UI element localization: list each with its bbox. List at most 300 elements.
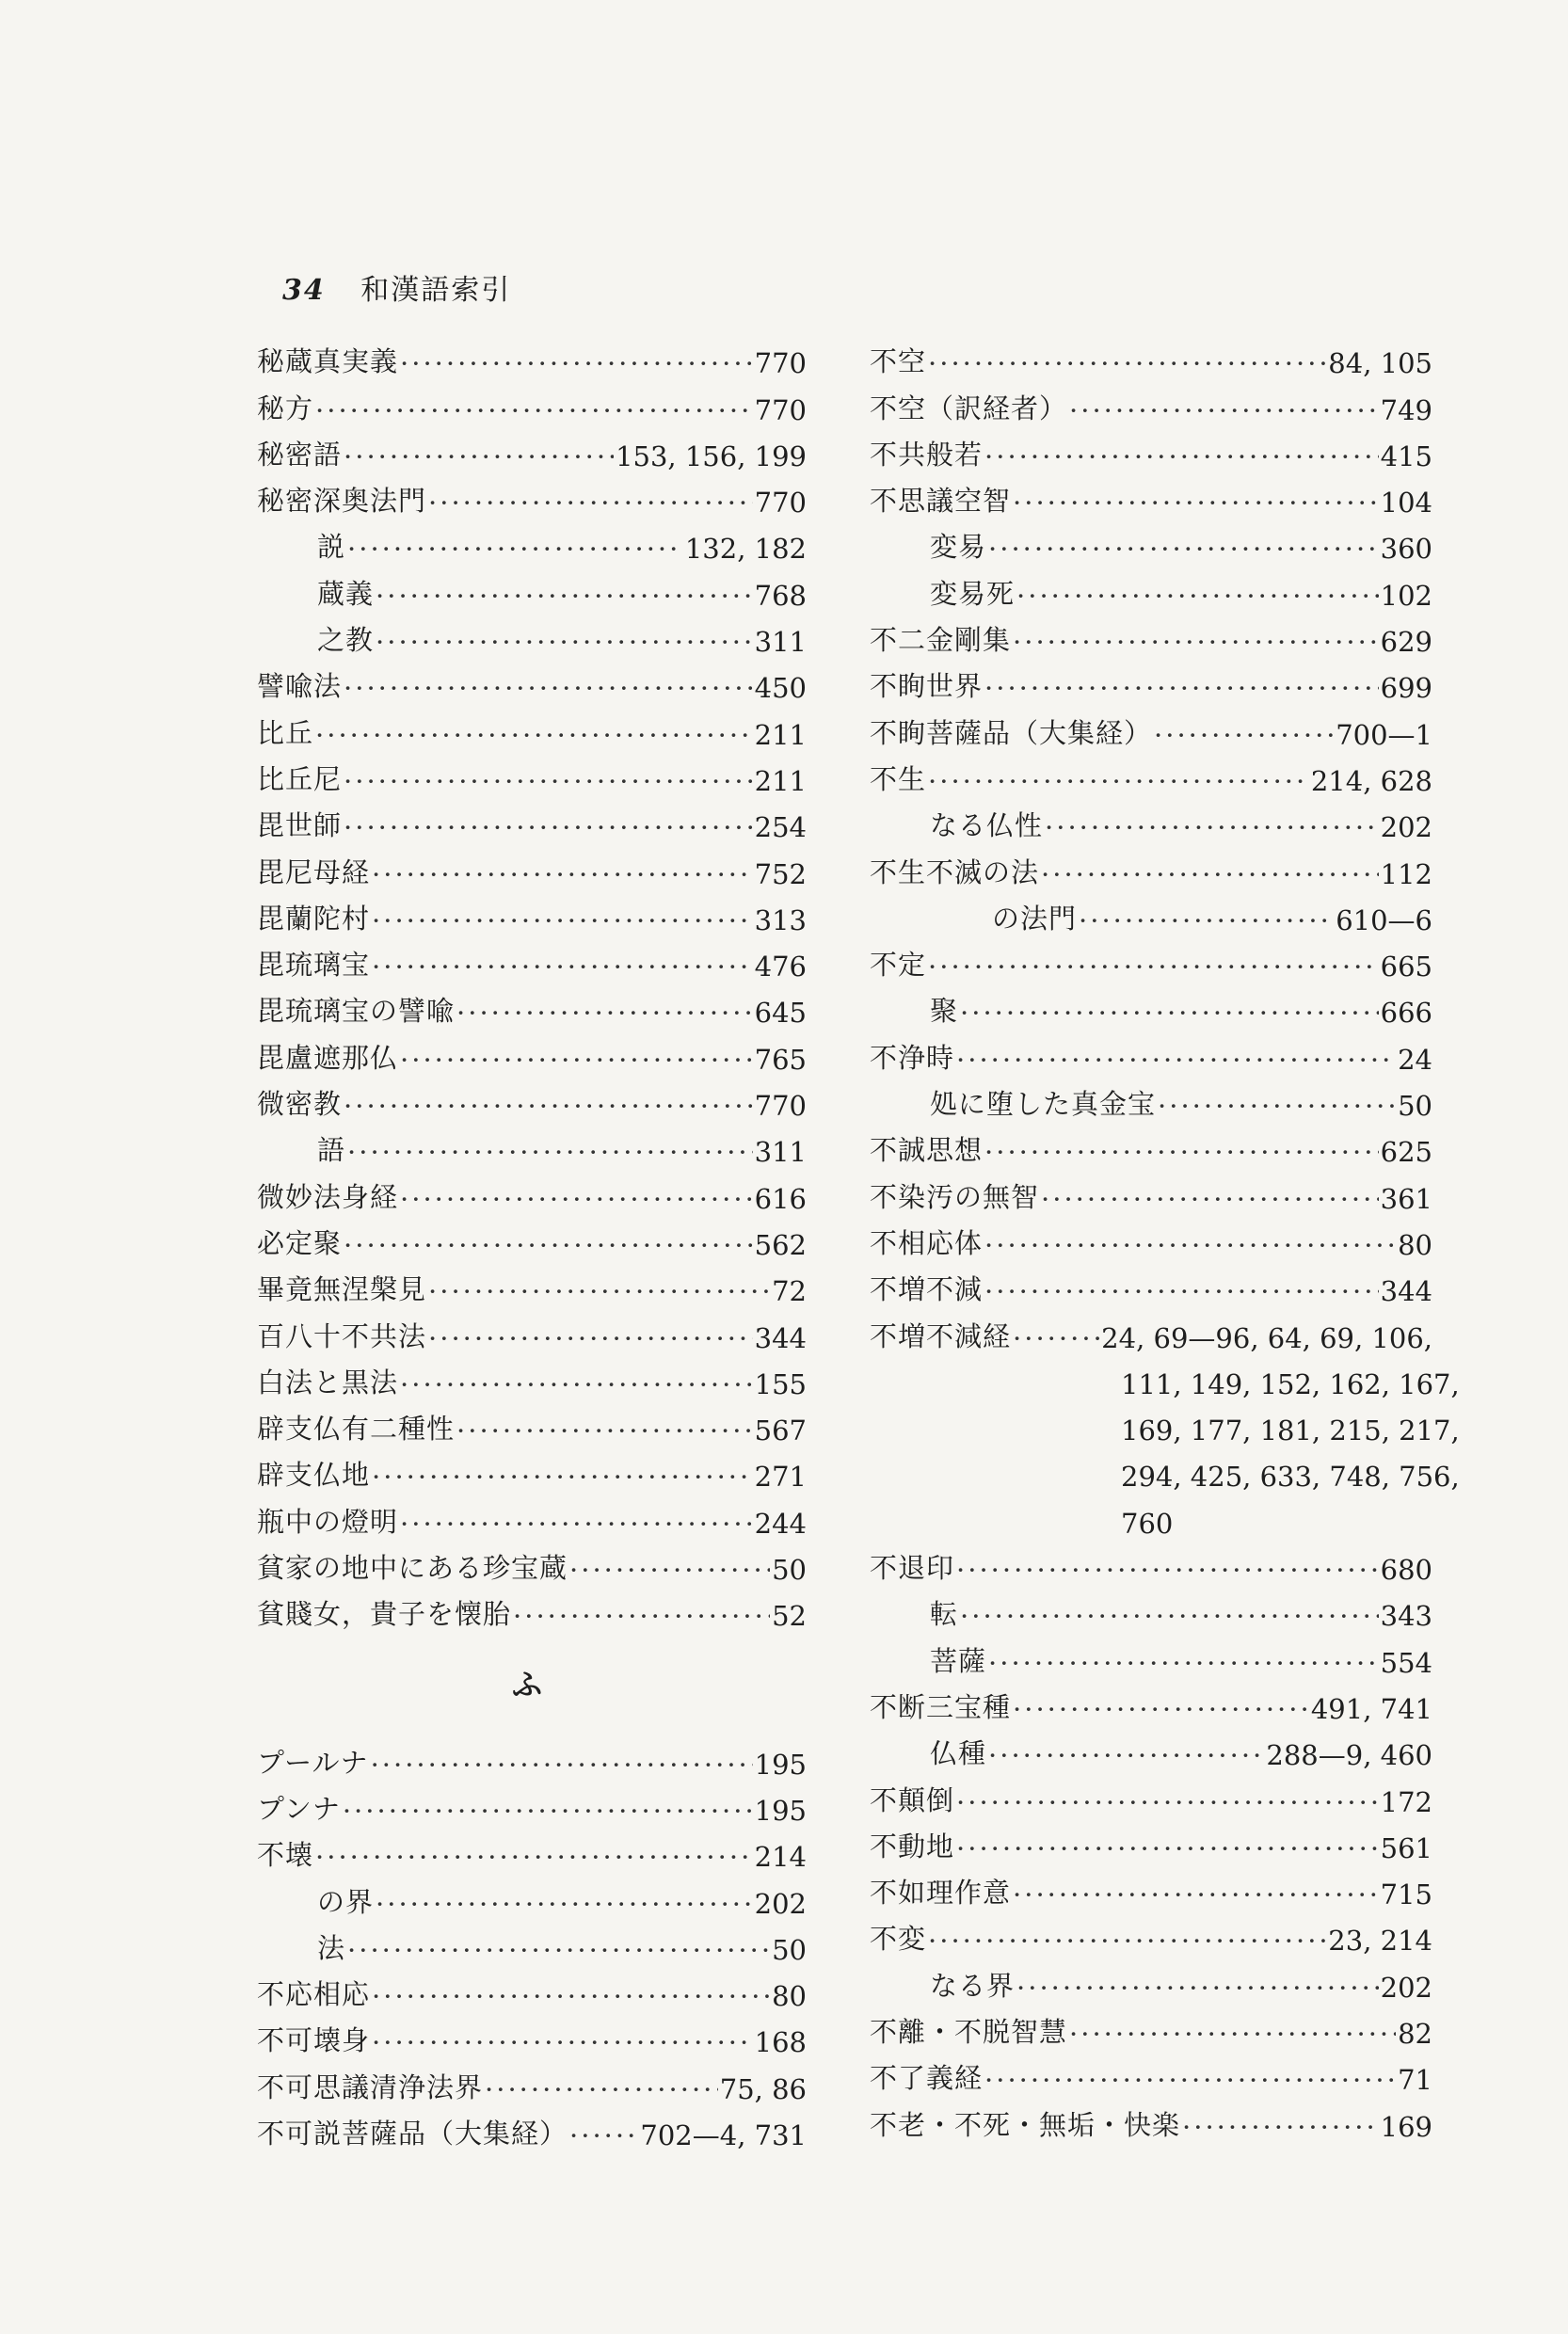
leader-dots bbox=[569, 2119, 638, 2151]
entry-term: 不応相応 bbox=[257, 1978, 371, 2011]
entry-term: 比丘 bbox=[257, 716, 314, 749]
entry-term: 不眴菩薩品（大集経） bbox=[870, 716, 1153, 749]
leader-dots bbox=[347, 1934, 770, 1966]
entry-page-ref: 211 bbox=[754, 718, 807, 751]
entry-term: 不二金剛集 bbox=[870, 624, 1012, 657]
index-entry bbox=[257, 2058, 807, 2104]
index-subentry bbox=[870, 890, 1432, 936]
index-entry bbox=[257, 1307, 807, 1353]
entry-term: なる仏性 bbox=[930, 809, 1044, 842]
index-continuation bbox=[870, 1354, 1460, 1400]
leader-dots bbox=[372, 1980, 770, 2012]
entry-term: 語 bbox=[317, 1134, 346, 1167]
index-entry bbox=[257, 1215, 807, 1261]
leader-dots bbox=[928, 765, 1309, 797]
entry-term: 白法と黒法 bbox=[257, 1366, 399, 1399]
entry-term: 秘方 bbox=[257, 392, 314, 424]
entry-page-ref: 50 bbox=[1398, 1090, 1432, 1123]
index-entry bbox=[257, 2105, 807, 2151]
leader-dots bbox=[1182, 2111, 1379, 2143]
entry-page-ref: 770 bbox=[754, 1090, 807, 1123]
entry-term: 微妙法身経 bbox=[257, 1180, 399, 1213]
entry-term: 貧賤女，貴子を懐胎 bbox=[257, 1598, 512, 1631]
index-subentry bbox=[257, 612, 807, 658]
leader-dots bbox=[456, 997, 753, 1029]
leader-dots bbox=[984, 1136, 1379, 1168]
entry-page-ref: 491, 741 bbox=[1310, 1692, 1432, 1725]
index-subentry bbox=[870, 1586, 1432, 1632]
index-entry bbox=[257, 1354, 807, 1400]
entry-term: 不離・不脱智慧 bbox=[870, 2015, 1068, 2048]
entry-page-ref: 700—1 bbox=[1336, 718, 1432, 751]
index-entry bbox=[257, 1029, 807, 1075]
entry-term: 秘密語 bbox=[257, 438, 343, 471]
leader-dots bbox=[956, 1044, 1396, 1076]
entry-term: 不可説菩薩品（大集経） bbox=[257, 2117, 568, 2150]
index-entry bbox=[870, 658, 1432, 704]
leader-dots bbox=[372, 858, 753, 890]
index-entry bbox=[870, 704, 1432, 750]
leader-dots bbox=[928, 1925, 1326, 1957]
index-entry bbox=[257, 1734, 807, 1780]
leader-dots bbox=[988, 1739, 1264, 1771]
leader-dots bbox=[513, 1600, 770, 1632]
entry-term: 不生不滅の法 bbox=[870, 855, 1040, 888]
index-entry bbox=[257, 1781, 807, 1827]
entry-term: 不壊 bbox=[257, 1839, 314, 1872]
index-entry bbox=[257, 2012, 807, 2058]
entry-page-ref: 562 bbox=[754, 1228, 807, 1261]
leader-dots bbox=[315, 394, 753, 426]
entry-page-ref: 666 bbox=[1380, 997, 1432, 1030]
entry-term: 毘尼母経 bbox=[257, 855, 371, 888]
leader-dots bbox=[456, 1415, 753, 1447]
entry-page-ref: 254 bbox=[754, 811, 807, 844]
index-subentry bbox=[257, 1122, 807, 1168]
index-entry bbox=[870, 843, 1432, 889]
leader-dots bbox=[400, 1044, 753, 1076]
index-entry bbox=[257, 1586, 807, 1632]
entry-term: 不生 bbox=[870, 762, 927, 795]
index-entry bbox=[257, 1540, 807, 1586]
index-entry bbox=[257, 1827, 807, 1873]
entry-term: 瓶中の燈明 bbox=[257, 1505, 399, 1538]
leader-dots bbox=[344, 672, 753, 704]
entry-term: 不如理作意 bbox=[870, 1877, 1012, 1910]
index-entry bbox=[870, 426, 1432, 472]
entry-term: 不顛倒 bbox=[870, 1783, 955, 1816]
index-entry bbox=[870, 379, 1432, 425]
leader-dots bbox=[1041, 858, 1379, 890]
entry-page-ref: 561 bbox=[1380, 1831, 1432, 1864]
entry-page-ref: 343 bbox=[1380, 1600, 1432, 1633]
leader-dots bbox=[400, 1368, 753, 1400]
entry-page-ref: 84, 105 bbox=[1328, 347, 1432, 380]
entry-page-ref: 202 bbox=[754, 1887, 807, 1920]
index-entry bbox=[870, 1122, 1432, 1168]
leader-dots bbox=[960, 1600, 1379, 1632]
entry-page-ref: 629 bbox=[1380, 626, 1432, 659]
index-entry bbox=[870, 751, 1432, 797]
index-entry bbox=[870, 936, 1432, 983]
index-subentry bbox=[870, 983, 1432, 1029]
entry-page-ref: 770 bbox=[754, 393, 807, 426]
entry-term: プールナ bbox=[257, 1746, 369, 1779]
entry-term: 必定聚 bbox=[257, 1226, 343, 1259]
entry-page-ref: 311 bbox=[754, 1136, 807, 1169]
entry-page-ref: 172 bbox=[1380, 1785, 1432, 1818]
entry-page-ref: 476 bbox=[754, 951, 807, 983]
entry-page-ref: 202 bbox=[1380, 811, 1432, 844]
entry-term: 毘盧遮那仏 bbox=[257, 1041, 399, 1074]
entry-page-ref: 50 bbox=[772, 1933, 807, 1966]
leader-dots bbox=[1013, 1693, 1309, 1725]
index-subentry bbox=[870, 519, 1432, 565]
index-entry bbox=[257, 797, 807, 843]
entry-term: 不了義経 bbox=[870, 2062, 984, 2095]
entry-page-ref: 24 bbox=[1398, 1043, 1432, 1076]
index-entry bbox=[870, 1818, 1432, 1864]
entry-page-ref: 770 bbox=[754, 347, 807, 380]
entry-page-ref: 72 bbox=[772, 1275, 807, 1308]
entry-page-ref: 80 bbox=[1398, 1228, 1432, 1261]
entry-term: 不変 bbox=[870, 1923, 927, 1956]
entry-page-ref: 715 bbox=[1380, 1878, 1432, 1911]
entry-page-ref: 195 bbox=[754, 1794, 807, 1827]
index-subentry bbox=[257, 565, 807, 611]
entry-page-ref: 244 bbox=[754, 1507, 807, 1540]
leader-dots bbox=[984, 2064, 1396, 2096]
leader-dots bbox=[372, 2026, 753, 2058]
entry-term: 貧家の地中にある珍宝蔵 bbox=[257, 1552, 568, 1585]
index-entry bbox=[257, 426, 807, 472]
entry-page-ref: 102 bbox=[1380, 579, 1432, 612]
leader-dots bbox=[1041, 1183, 1379, 1215]
entry-page-ref: 82 bbox=[1398, 2017, 1432, 2050]
entry-term: 不動地 bbox=[870, 1830, 955, 1862]
index-entry bbox=[870, 1307, 1432, 1353]
entry-page-ref: 616 bbox=[754, 1182, 807, 1215]
leader-dots bbox=[1013, 1878, 1379, 1910]
leader-dots bbox=[1016, 580, 1379, 612]
entry-page-ref: 111, 149, 152, 162, 167, bbox=[1121, 1367, 1460, 1400]
entry-term: 蔵義 bbox=[317, 577, 375, 610]
leader-dots bbox=[988, 1647, 1379, 1679]
entry-page-ref: 71 bbox=[1398, 2064, 1432, 2097]
leader-dots bbox=[372, 1461, 753, 1493]
index-entry bbox=[870, 612, 1432, 658]
entry-term: 不空 bbox=[870, 345, 927, 378]
entry-term: 変易死 bbox=[930, 577, 1016, 610]
entry-page-ref: 23, 214 bbox=[1328, 1925, 1432, 1958]
entry-term: 秘密深奥法門 bbox=[257, 485, 427, 518]
entry-page-ref: 415 bbox=[1380, 440, 1432, 472]
index-entry bbox=[870, 1679, 1432, 1725]
leader-dots bbox=[1016, 1972, 1379, 2004]
entry-page-ref: 169 bbox=[1380, 2110, 1432, 2143]
entry-term: 秘蔵真実義 bbox=[257, 345, 399, 378]
entry-page-ref: 169, 177, 181, 215, 217, bbox=[1121, 1415, 1460, 1447]
leader-dots bbox=[315, 719, 753, 751]
leader-dots bbox=[344, 765, 753, 797]
leader-dots bbox=[1013, 487, 1379, 519]
entry-page-ref: 80 bbox=[772, 1980, 807, 2013]
entry-page-ref: 211 bbox=[754, 764, 807, 797]
index-entry bbox=[870, 472, 1432, 519]
leader-dots bbox=[400, 1183, 753, 1215]
index-entry bbox=[870, 2096, 1432, 2142]
index-subentry bbox=[870, 797, 1432, 843]
running-header bbox=[282, 266, 511, 308]
index-subentry bbox=[257, 1920, 807, 1966]
entry-page-ref: 52 bbox=[772, 1600, 807, 1633]
entry-page-ref: 760 bbox=[1121, 1507, 1174, 1540]
entry-term: 不定 bbox=[870, 949, 927, 982]
entry-page-ref: 104 bbox=[1380, 487, 1432, 520]
index-entry bbox=[257, 704, 807, 750]
leader-dots bbox=[485, 2073, 718, 2105]
index-subentry bbox=[870, 1076, 1432, 1122]
index-entry bbox=[257, 1447, 807, 1493]
index-entry bbox=[257, 333, 807, 379]
leader-dots bbox=[428, 1322, 753, 1354]
entry-page-ref: 112 bbox=[1380, 857, 1432, 890]
leader-dots bbox=[956, 1786, 1379, 1818]
entry-term: 不可思議清浄法界 bbox=[257, 2070, 484, 2103]
entry-page-ref: 554 bbox=[1380, 1646, 1432, 1679]
index-entry bbox=[257, 1966, 807, 2012]
entry-page-ref: 360 bbox=[1380, 533, 1432, 566]
leader-dots bbox=[984, 672, 1379, 704]
entry-term: 辟支仏地 bbox=[257, 1459, 371, 1492]
entry-page-ref: 271 bbox=[754, 1461, 807, 1494]
entry-page-ref: 313 bbox=[754, 903, 807, 936]
index-entry bbox=[870, 1771, 1432, 1817]
entry-term: 不老・不死・無垢・快楽 bbox=[870, 2108, 1181, 2141]
entry-page-ref: 770 bbox=[754, 487, 807, 520]
index-continuation bbox=[870, 1400, 1460, 1447]
entry-page-ref: 202 bbox=[1380, 1971, 1432, 2004]
entry-page-ref: 155 bbox=[754, 1367, 807, 1400]
leader-dots bbox=[400, 347, 753, 379]
leader-dots bbox=[376, 1888, 753, 1920]
leader-dots bbox=[371, 1749, 753, 1781]
entry-page-ref: 625 bbox=[1380, 1136, 1432, 1169]
index-entry bbox=[870, 1261, 1432, 1307]
leader-dots bbox=[1013, 626, 1379, 658]
entry-term: の界 bbox=[317, 1885, 375, 1918]
index-entry bbox=[257, 890, 807, 936]
entry-page-ref: 75, 86 bbox=[719, 2072, 807, 2105]
index-continuation bbox=[870, 1447, 1460, 1494]
index-subentry bbox=[870, 1725, 1432, 1771]
entry-page-ref: 195 bbox=[754, 1748, 807, 1781]
entry-page-ref: 153, 156, 199 bbox=[616, 440, 807, 472]
entry-term: なる界 bbox=[930, 1969, 1016, 2002]
leader-dots bbox=[347, 1136, 753, 1168]
entry-page-ref: 680 bbox=[1380, 1554, 1432, 1587]
leader-dots bbox=[376, 580, 753, 612]
index-entry bbox=[257, 379, 807, 425]
leader-dots bbox=[372, 951, 753, 983]
index-entry bbox=[870, 333, 1432, 379]
leader-dots bbox=[1079, 904, 1334, 936]
entry-term: 菩薩 bbox=[930, 1644, 987, 1677]
entry-page-ref: 361 bbox=[1380, 1182, 1432, 1215]
index-entry bbox=[870, 1910, 1432, 1957]
index-entry bbox=[257, 936, 807, 983]
entry-page-ref: 665 bbox=[1380, 951, 1432, 983]
entry-page-ref: 344 bbox=[754, 1321, 807, 1354]
entry-page-ref: 132, 182 bbox=[684, 533, 807, 566]
leader-dots bbox=[344, 811, 753, 843]
leader-dots bbox=[315, 1841, 753, 1873]
leader-dots bbox=[1013, 1322, 1099, 1354]
entry-page-ref: 288—9, 460 bbox=[1266, 1739, 1432, 1772]
index-entry bbox=[257, 658, 807, 704]
entry-page-ref: 752 bbox=[754, 857, 807, 890]
entry-term: 法 bbox=[317, 1931, 346, 1964]
entry-term: 毘蘭陀村 bbox=[257, 902, 371, 935]
leader-dots bbox=[400, 1508, 753, 1540]
leader-dots bbox=[984, 1275, 1379, 1307]
leader-dots bbox=[1045, 811, 1379, 843]
entry-term: 不可壊身 bbox=[257, 2024, 371, 2057]
entry-term: 不眴世界 bbox=[870, 670, 984, 703]
entry-term: 毘琉璃宝の譬喩 bbox=[257, 995, 456, 1028]
index-entry bbox=[870, 2004, 1432, 2050]
leader-dots bbox=[956, 1554, 1379, 1586]
entry-page-ref: 768 bbox=[754, 579, 807, 612]
entry-term: 不思議空智 bbox=[870, 485, 1012, 518]
entry-term: 辟支仏有二種性 bbox=[257, 1413, 456, 1446]
leader-dots bbox=[928, 951, 1379, 983]
entry-page-ref: 699 bbox=[1380, 672, 1432, 705]
entry-page-ref: 645 bbox=[754, 997, 807, 1030]
entry-term: 不空（訳経者） bbox=[870, 392, 1068, 424]
leader-dots bbox=[1154, 719, 1334, 751]
leader-dots bbox=[984, 1229, 1396, 1261]
leader-dots bbox=[1069, 2018, 1396, 2050]
entry-term: 不誠思想 bbox=[870, 1134, 984, 1167]
entry-term: 比丘尼 bbox=[257, 762, 343, 795]
entry-page-ref: 311 bbox=[754, 626, 807, 659]
index-subentry bbox=[257, 1873, 807, 1919]
entry-term: 不退印 bbox=[870, 1552, 955, 1585]
section-heading: ふ bbox=[511, 1667, 542, 1703]
index-subentry bbox=[870, 1957, 1432, 2003]
index-subentry bbox=[257, 519, 807, 565]
index-entry bbox=[257, 1261, 807, 1307]
index-continuation bbox=[870, 1493, 1432, 1539]
index-entry bbox=[870, 1029, 1432, 1075]
entry-page-ref: 567 bbox=[754, 1415, 807, 1447]
entry-term: 譬喩法 bbox=[257, 670, 343, 703]
entry-term: 仏種 bbox=[930, 1737, 987, 1770]
entry-term: 之教 bbox=[317, 624, 375, 657]
entry-term: 畢竟無涅槃見 bbox=[257, 1273, 427, 1306]
leader-dots bbox=[344, 1229, 753, 1261]
entry-term: 不増不減経 bbox=[870, 1319, 1012, 1352]
entry-term: 不共般若 bbox=[870, 438, 984, 471]
entry-page-ref: 168 bbox=[754, 2026, 807, 2059]
entry-term: 毘琉璃宝 bbox=[257, 949, 371, 982]
entry-page-ref: 294, 425, 633, 748, 756, bbox=[1121, 1461, 1460, 1494]
entry-term: プンナ bbox=[257, 1792, 341, 1825]
leader-dots bbox=[428, 1275, 770, 1307]
entry-term: 毘世師 bbox=[257, 809, 343, 842]
entry-term: 微密教 bbox=[257, 1088, 343, 1121]
entry-page-ref: 344 bbox=[1380, 1275, 1432, 1308]
leader-dots bbox=[1069, 394, 1379, 426]
index-entry bbox=[870, 1168, 1432, 1214]
index-entry bbox=[870, 1540, 1432, 1586]
leader-dots bbox=[1158, 1090, 1396, 1122]
entry-page-ref: 24, 69—96, 64, 69, 106, bbox=[1101, 1321, 1432, 1354]
entry-page-ref: 50 bbox=[772, 1554, 807, 1587]
entry-term: 不浄時 bbox=[870, 1041, 955, 1074]
index-entry bbox=[257, 843, 807, 889]
entry-term: 処に堕した真金宝 bbox=[930, 1088, 1157, 1121]
index-entry bbox=[257, 1493, 807, 1539]
entry-page-ref: 610—6 bbox=[1336, 903, 1432, 936]
entry-page-ref: 702—4, 731 bbox=[640, 2118, 807, 2151]
leader-dots bbox=[984, 440, 1379, 472]
index-entry bbox=[870, 1864, 1432, 1910]
leader-dots bbox=[928, 347, 1326, 379]
entry-term: 転 bbox=[930, 1598, 959, 1631]
entry-term: 変易 bbox=[930, 531, 987, 564]
index-entry bbox=[257, 472, 807, 519]
index-entry bbox=[870, 2050, 1432, 2096]
leader-dots bbox=[376, 626, 753, 658]
entry-page-ref: 214, 628 bbox=[1310, 764, 1432, 797]
entry-page-ref: 749 bbox=[1380, 393, 1432, 426]
leader-dots bbox=[343, 1795, 753, 1827]
entry-page-ref: 765 bbox=[754, 1043, 807, 1076]
leader-dots bbox=[569, 1554, 770, 1586]
leader-dots bbox=[428, 487, 753, 519]
leader-dots bbox=[988, 533, 1379, 565]
entry-term: 聚 bbox=[930, 995, 959, 1028]
page-number: 34 bbox=[282, 274, 326, 307]
index-entry bbox=[870, 1215, 1432, 1261]
index-entry bbox=[257, 1400, 807, 1447]
index-subentry bbox=[870, 1632, 1432, 1678]
header-title: 和漢語索引 bbox=[360, 274, 512, 307]
index-column-left bbox=[257, 333, 807, 2151]
entry-term: の法門 bbox=[992, 902, 1078, 935]
leader-dots bbox=[960, 997, 1379, 1029]
index-entry bbox=[257, 1168, 807, 1214]
leader-dots bbox=[372, 904, 753, 936]
entry-term: 説 bbox=[317, 531, 346, 564]
index-entry bbox=[257, 1076, 807, 1122]
entry-term: 不染汚の無智 bbox=[870, 1180, 1040, 1213]
leader-dots bbox=[956, 1832, 1379, 1864]
leader-dots bbox=[344, 1090, 753, 1122]
index-entry bbox=[257, 983, 807, 1029]
entry-term: 百八十不共法 bbox=[257, 1319, 427, 1352]
index-entry bbox=[257, 751, 807, 797]
index-column-right bbox=[870, 333, 1460, 2143]
entry-page-ref: 450 bbox=[754, 672, 807, 705]
entry-page-ref: 214 bbox=[754, 1841, 807, 1874]
leader-dots bbox=[347, 533, 683, 565]
entry-term: 不相応体 bbox=[870, 1226, 984, 1259]
entry-term: 不増不減 bbox=[870, 1273, 984, 1306]
leader-dots bbox=[344, 440, 614, 472]
